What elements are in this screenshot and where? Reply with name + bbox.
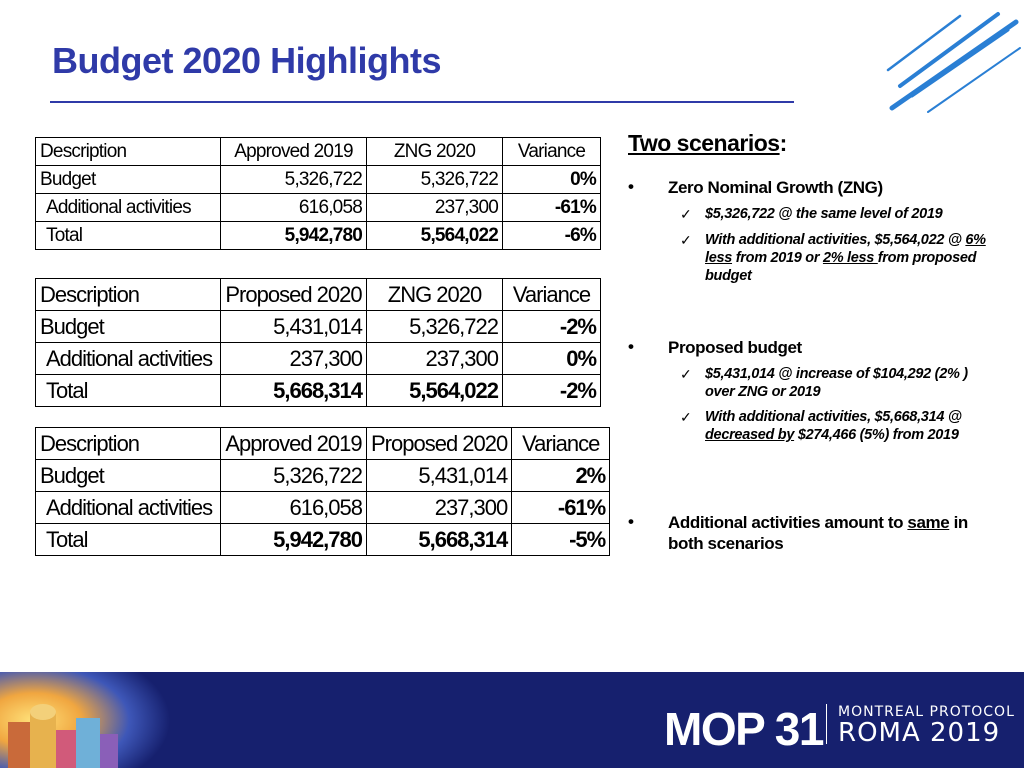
cell: 5,326,722 [221,460,367,492]
sub-bullet-text [705,408,990,444]
table-row [36,343,601,375]
zng-sub2-e: from proposed budget [705,250,977,284]
header-col2: Proposed 2020 [367,428,512,460]
rome-building-4 [76,718,100,768]
additional-a: Additional activities amount to [668,513,908,532]
additional-b: same [907,513,950,532]
header-col1: Proposed 2020 [221,279,367,311]
variance-cell: -61% [503,194,601,222]
table-row [36,492,610,524]
variance-cell: -5% [512,524,610,556]
logo-divider [826,704,827,744]
roma-2019-label: ROMA 2019 [838,718,1001,748]
table-row [36,166,601,194]
proposed-sub2-b: decreased by [705,427,795,443]
cell: 5,326,722 [367,311,503,343]
scenarios-title [628,130,1008,157]
table-header-row [36,138,601,166]
cell: 237,300 [367,194,503,222]
bullet-dot: • [628,177,634,196]
cell: 5,431,014 [367,460,512,492]
title-underline [50,101,794,103]
row-label: Budget [36,166,221,194]
rome-illustration [0,672,170,768]
row-label: Budget [36,460,221,492]
montreal-protocol-label: MONTREAL PROTOCOL [838,704,1015,720]
sub-bullet-text: $5,326,722 @ the same level of 2019 [705,206,943,222]
table-header-row [36,279,601,311]
check-icon: ✓ [680,409,692,425]
row-label: Total [36,524,221,556]
page-title: Budget 2020 Highlights [52,40,442,81]
table-row-total [36,375,601,407]
cell: 237,300 [221,343,367,375]
cell: 5,431,014 [221,311,367,343]
cell: 5,326,722 [221,166,367,194]
zng-sub2-b: 6% less [705,232,986,266]
scenarios-title-colon: : [779,130,787,156]
header-col2: ZNG 2020 [367,279,503,311]
cell: 237,300 [367,343,503,375]
streak-1 [888,16,960,70]
rome-tower [100,734,118,768]
rome-building-1 [8,722,30,768]
proposed-sub2-c: $274,466 (5%) from 2019 [794,427,959,443]
variance-cell: 0% [503,343,601,375]
variance-cell: -2% [503,311,601,343]
cell: 5,668,314 [367,524,512,556]
check-icon: ✓ [680,232,692,248]
variance-cell: -61% [512,492,610,524]
bullet-proposed-heading: Proposed budget [668,338,802,357]
cell: 5,668,314 [221,375,367,407]
header-variance: Variance [503,138,601,166]
zng-sub2-a: With additional activities, $5,564,022 @ [705,232,966,248]
rome-building-2 [30,712,56,768]
cell: 5,942,780 [221,524,367,556]
variance-cell: 0% [503,166,601,194]
sub-bullet-text [705,231,990,285]
table-header-row [36,428,610,460]
zng-sub2-d: 2% less [822,250,878,266]
row-label: Total [36,222,221,250]
zng-sub2-c: from 2019 or [732,250,823,266]
header-col1: Approved 2019 [221,138,367,166]
bullet-dot: • [628,337,634,356]
cell: 5,942,780 [221,222,367,250]
bullet-zng-heading: Zero Nominal Growth (ZNG) [668,178,883,197]
sub-bullet-text: $5,431,014 @ increase of $104,292 (2% ) over ZNG or 2019 [705,366,968,400]
header-col1: Approved 2019 [221,428,367,460]
bullet-dot: • [628,512,634,531]
cell: 616,058 [221,194,367,222]
variance-cell: -2% [503,375,601,407]
budget-table-proposed-vs-2019 [35,427,610,556]
additional-c: in both scenarios [668,513,968,553]
header-variance: Variance [503,279,601,311]
table-row-total [36,524,610,556]
header-description: Description [36,428,221,460]
check-icon: ✓ [680,366,692,382]
rome-dome [30,704,56,720]
scenarios-title-text: Two scenarios [628,130,780,156]
table-row [36,460,610,492]
row-label: Additional activities [36,194,221,222]
bullet-additional-text [668,512,998,554]
cell: 5,564,022 [367,222,503,250]
table-row [36,311,601,343]
budget-table-zng-vs-2019 [35,137,601,250]
row-label: Additional activities [36,343,221,375]
cell: 616,058 [221,492,367,524]
mop31-logo: MOP 31 [664,703,823,755]
header-description: Description [36,279,221,311]
check-icon: ✓ [680,206,692,222]
cell: 5,326,722 [367,166,503,194]
scenarios-panel [628,130,1008,553]
header-variance: Variance [512,428,610,460]
cell: 5,564,022 [367,375,503,407]
decorative-streaks [880,8,1024,118]
rome-building-3 [56,730,76,768]
proposed-sub2-a: With additional activities, $5,668,314 @ [705,409,962,425]
header-col2: ZNG 2020 [367,138,503,166]
table-row [36,194,601,222]
row-label: Budget [36,311,221,343]
cell: 237,300 [367,492,512,524]
table-row-total [36,222,601,250]
variance-cell: -6% [503,222,601,250]
header-description: Description [36,138,221,166]
variance-cell: 2% [512,460,610,492]
row-label: Total [36,375,221,407]
budget-table-proposed-vs-zng [35,278,601,407]
row-label: Additional activities [36,492,221,524]
